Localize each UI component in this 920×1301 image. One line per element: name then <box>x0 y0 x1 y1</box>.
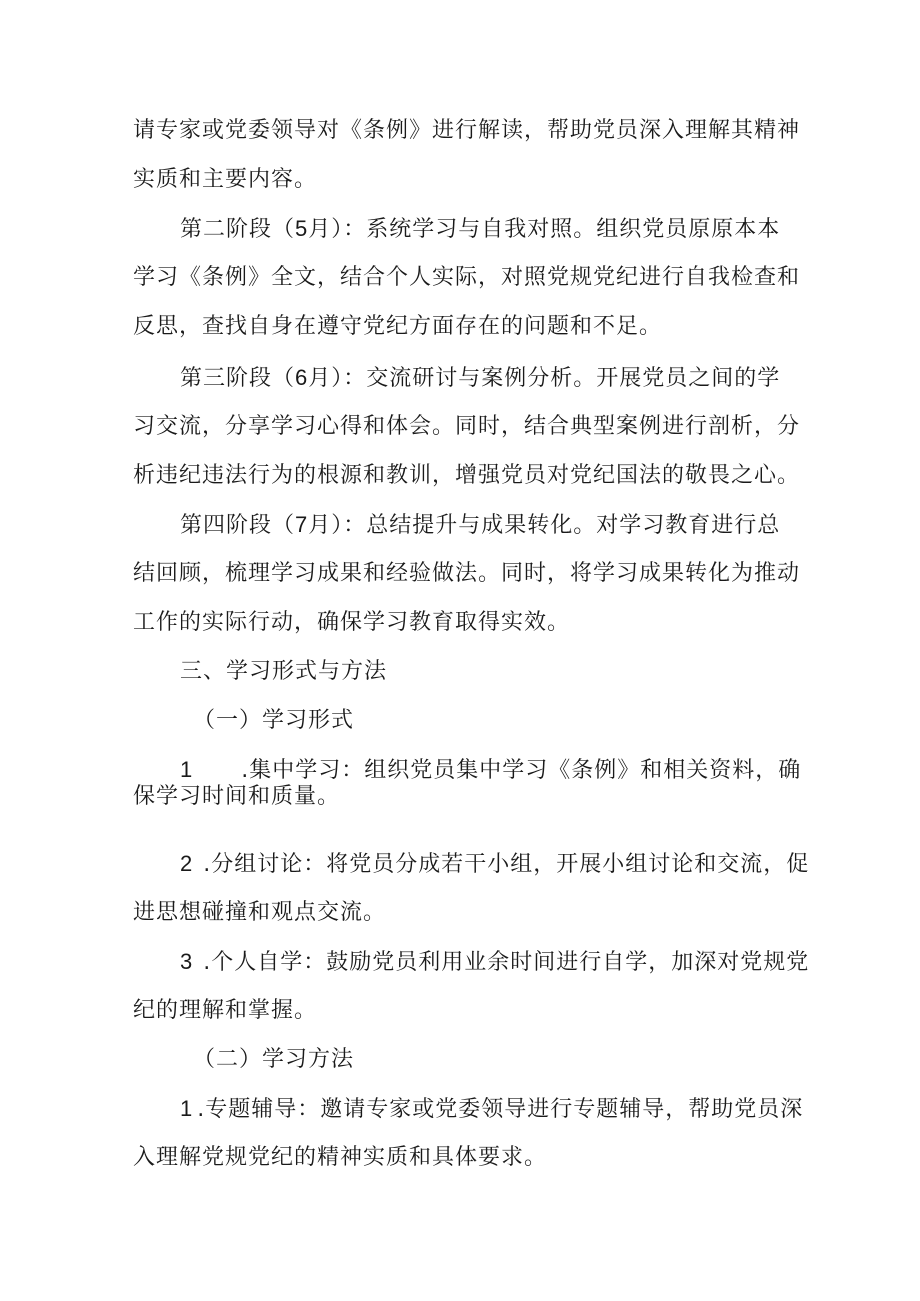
stage-label: 第四阶段（ <box>180 513 296 538</box>
item-text: .分组讨论：将党员分成若干小组，开展小组讨论和交流，促 <box>203 852 810 877</box>
section-heading: 三、学习形式与方法 <box>180 659 388 684</box>
paragraph-line: 入理解党规党纪的精神实质和具体要求。 <box>133 1145 548 1170</box>
stage-four-line <box>180 511 780 540</box>
stage-two-line <box>180 215 780 244</box>
paragraph-line: 习交流，分享学习心得和体会。同时，结合典型案例进行剖析，分 <box>133 414 801 439</box>
month-number: 5 <box>295 216 309 241</box>
paragraph-line: 析违纪违法行为的根源和教训，增强党员对党纪国法的敬畏之心。 <box>133 463 801 488</box>
item-text: .集中学习：组织党员集中学习《条例》和相关资料，确 <box>241 758 802 783</box>
form-item-3 <box>180 948 809 977</box>
paragraph-line: 请专家或党委领导对《条例》进行解读，帮助党员深入理解其精神 <box>133 118 801 143</box>
month-number: 6 <box>295 365 309 390</box>
month-number: 7 <box>295 512 309 537</box>
stage-text: 月）：系统学习与自我对照。组织党员原原本本 <box>308 217 781 242</box>
paragraph-line: 结回顾，梳理学习成果和经验做法。同时，将学习成果转化为推动 <box>133 561 801 586</box>
subsection-heading: （二）学习方法 <box>193 1047 355 1072</box>
paragraph-line: 实质和主要内容。 <box>133 167 318 192</box>
item-number: 3 <box>180 949 194 974</box>
item-number: 1 <box>180 757 194 782</box>
stage-three-line <box>180 364 780 393</box>
stage-text: 月）：交流研讨与案例分析。开展党员之间的学 <box>308 366 781 391</box>
item-number: 1 <box>180 1096 194 1121</box>
paragraph-line: 进思想碰撞和观点交流。 <box>133 900 387 925</box>
form-item-2 <box>180 850 809 879</box>
item-text: .专题辅导：邀请专家或党委领导进行专题辅导，帮助党员深 <box>197 1097 804 1122</box>
stage-text: 月）：总结提升与成果转化。对学习教育进行总 <box>308 513 781 538</box>
item-text: .个人自学：鼓励党员利用业余时间进行自学，加深对党规党 <box>203 950 810 975</box>
paragraph-line: 反思，查找自身在遵守党纪方面存在的问题和不足。 <box>133 314 663 339</box>
stage-label: 第三阶段（ <box>180 366 296 391</box>
paragraph-line: 学习《条例》全文，结合个人实际，对照党规党纪进行自我检查和 <box>133 265 801 290</box>
paragraph-line: 保学习时间和质量。 <box>133 784 341 809</box>
item-number: 2 <box>180 851 194 876</box>
paragraph-line: 工作的实际行动，确保学习教育取得实效。 <box>133 610 571 635</box>
paragraph-line: 纪的理解和掌握。 <box>133 998 318 1023</box>
method-item-1 <box>180 1095 803 1124</box>
stage-label: 第二阶段（ <box>180 217 296 242</box>
form-item-1 <box>180 756 801 785</box>
subsection-heading: （一）学习形式 <box>193 708 355 733</box>
